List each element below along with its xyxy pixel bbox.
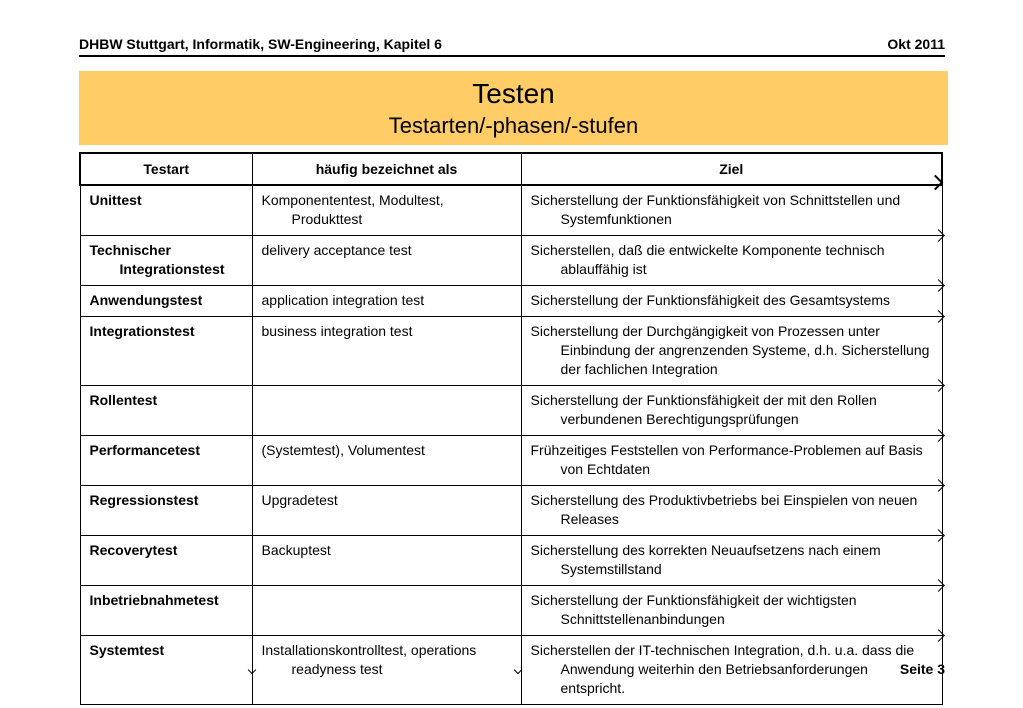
ziel-cell: Sicherstellung des Produktivbetriebs bei Einspielen von neuen Releases [521,486,942,536]
table-row [80,636,942,705]
table-row [80,436,942,486]
testart-cell: Performancetest [80,436,252,486]
ziel-cell: Sicherstellung der Durchgängigkeit von Prozessen unter Einbindung der angrenzenden Systeme, d.h. Sicherstellung der fachlichen Integration [521,317,942,386]
column-header-testart: Testart [80,153,252,185]
alias-cell: Upgradetest [252,486,521,536]
ziel-cell: Sicherstellung der Funktionsfähigkeit von Schnittstellen und Systemfunktionen [521,185,942,236]
ziel-cell: Sicherstellung der Funktionsfähigkeit der mit den Rollen verbundenen Berechtigungsprüfungen [521,386,942,436]
table-row [80,386,942,436]
alias-cell: (Systemtest), Volumentest [252,436,521,486]
column-header-alias: häufig bezeichnet als [252,153,521,185]
ziel-cell: Sicherstellung der Funktionsfähigkeit der wichtigsten Schnittstellenanbindungen [521,586,942,636]
ziel-cell: Sicherstellen, daß die entwickelte Komponente technisch ablauffähig ist [521,236,942,286]
table-row [80,317,942,386]
header-divider [79,55,945,57]
ziel-cell: Sicherstellung der Funktionsfähigkeit des Gesamtsystems [521,286,942,317]
ziel-cell: Sicherstellen der IT-technischen Integration, d.h. u.a. dass die Anwendung weiterhin den Betriebsanforderungen entspricht. [521,636,942,705]
alias-cell [252,386,521,436]
alias-cell: Komponententest, Modultest, Produkttest [252,185,521,236]
alias-cell: business integration test [252,317,521,386]
alias-cell [252,586,521,636]
table-row [80,486,942,536]
page-number: Seite 3 [899,661,945,677]
slide-subtitle: Testarten/-phasen/-stufen [388,113,639,138]
alias-cell: application integration test [252,286,521,317]
table-header-row [80,153,942,185]
slide-title: Testen [472,78,555,109]
testart-cell: Recoverytest [80,536,252,586]
table-row [80,536,942,586]
testart-cell: Inbetriebnahmetest [80,586,252,636]
table-row [80,185,942,236]
testart-cell: Technischer Integrationstest [80,236,252,286]
ziel-cell: Sicherstellung des korrekten Neuaufsetzens nach einem Systemstillstand [521,536,942,586]
date-label: Okt 2011 [887,36,945,52]
column-header-ziel: Ziel [521,153,942,185]
testart-cell: Integrationstest [80,317,252,386]
title-banner [79,71,948,145]
testart-cell: Regressionstest [80,486,252,536]
test-types-table [79,152,943,705]
alias-cell: delivery acceptance test [252,236,521,286]
table-row [80,236,942,286]
ziel-cell: Frühzeitiges Feststellen von Performance-Problemen auf Basis von Echtdaten [521,436,942,486]
alias-cell: Backuptest [252,536,521,586]
slide-header [79,34,945,54]
testart-cell: Rollentest [80,386,252,436]
table-row [80,586,942,636]
alias-cell: Installationskontrolltest, operations readyness test [252,636,521,705]
testart-cell: Unittest [80,185,252,236]
table-row [80,286,942,317]
testart-cell: Anwendungstest [80,286,252,317]
testart-cell: Systemtest [80,636,252,705]
course-title: DHBW Stuttgart, Informatik, SW-Engineering, Kapitel 6 [79,36,442,52]
